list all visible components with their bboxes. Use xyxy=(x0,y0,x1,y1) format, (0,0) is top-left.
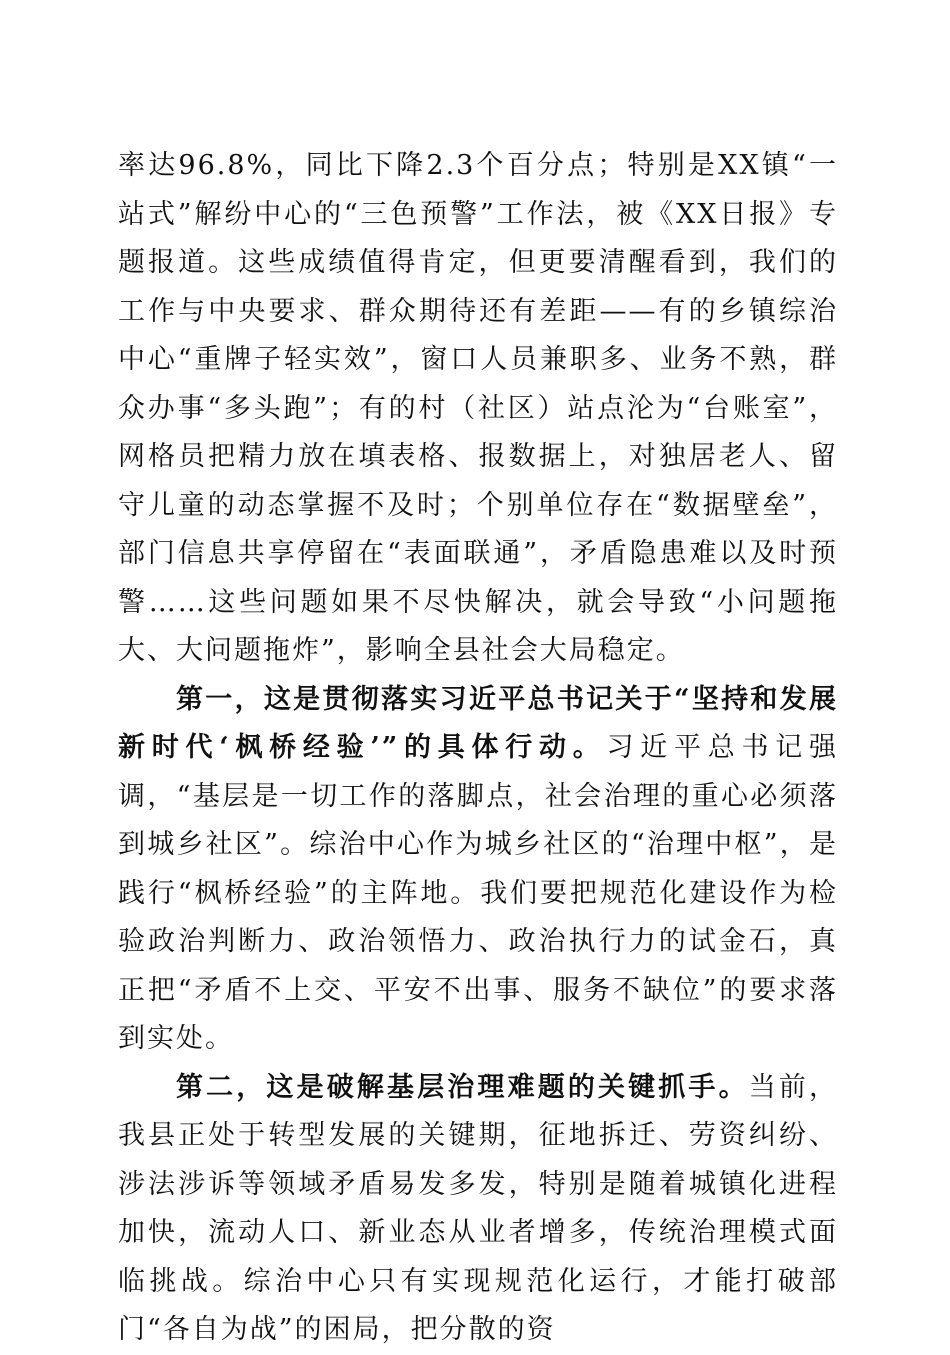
paragraph-text: 率达96.8%，同比下降2.3个百分点；特别是XX镇“一站式”解纷中心的“三色预警”工作法，被《XX日报》专题报道。这些成绩值得肯定，但更要清醒看到，我们的工作与中央要求、群众期待还有差距——有的乡镇综治中心“重牌子轻实效”，窗口人员兼职多、业务不熟，群众办事“多头跑”；有的村（社区）站点沦为“台账室”，网格员把精力放在填表格、报数据上，对独居老人、留守儿童的动态掌握不及时；个别单位存在“数据壁垒”，部门信息共享停留在“表面联通”，矛盾隐患难以及时预警……这些问题如果不尽快解决，就会导致“小问题拖大、大问题拖炸”，影响全县社会大局稳定。 xyxy=(118,150,838,666)
body-text xyxy=(118,142,838,1355)
paragraph-lead: 第一，这是贯彻落实习近平总书记关于“坚持和发展新时代‘枫桥经验’”的具体行动。 xyxy=(118,683,838,763)
paragraph-second-point xyxy=(118,1064,838,1355)
paragraph-text: 当前，我县正处于转型发展的关键期，征地拆迁、劳资纠纷、涉法涉诉等领域矛盾易发多发，特别是随着城镇化进程加快，流动人口、新业态从业者增多，传统治理模式面临挑战。综治中心只有实现规范化运行，才能打破部门“各自为战”的困局，把分散的资 xyxy=(118,1071,839,1345)
paragraph-text: 习近平总书记强调，“基层是一切工作的落脚点，社会治理的重心必须落到城乡社区”。综治中心作为城乡社区的“治理中枢”，是践行“枫桥经验”的主阵地。我们要把规范化建设作为检验政治判断力、政治领悟力、政治执行力的试金石，真正把“矛盾不上交、平安不出事、服务不缺位”的要求落到实处。 xyxy=(118,732,838,1054)
paragraph-continued xyxy=(118,142,838,676)
paragraph-first-point xyxy=(118,676,838,1064)
paragraph-lead: 第二，这是破解基层治理难题的关键抓手。 xyxy=(176,1071,749,1103)
